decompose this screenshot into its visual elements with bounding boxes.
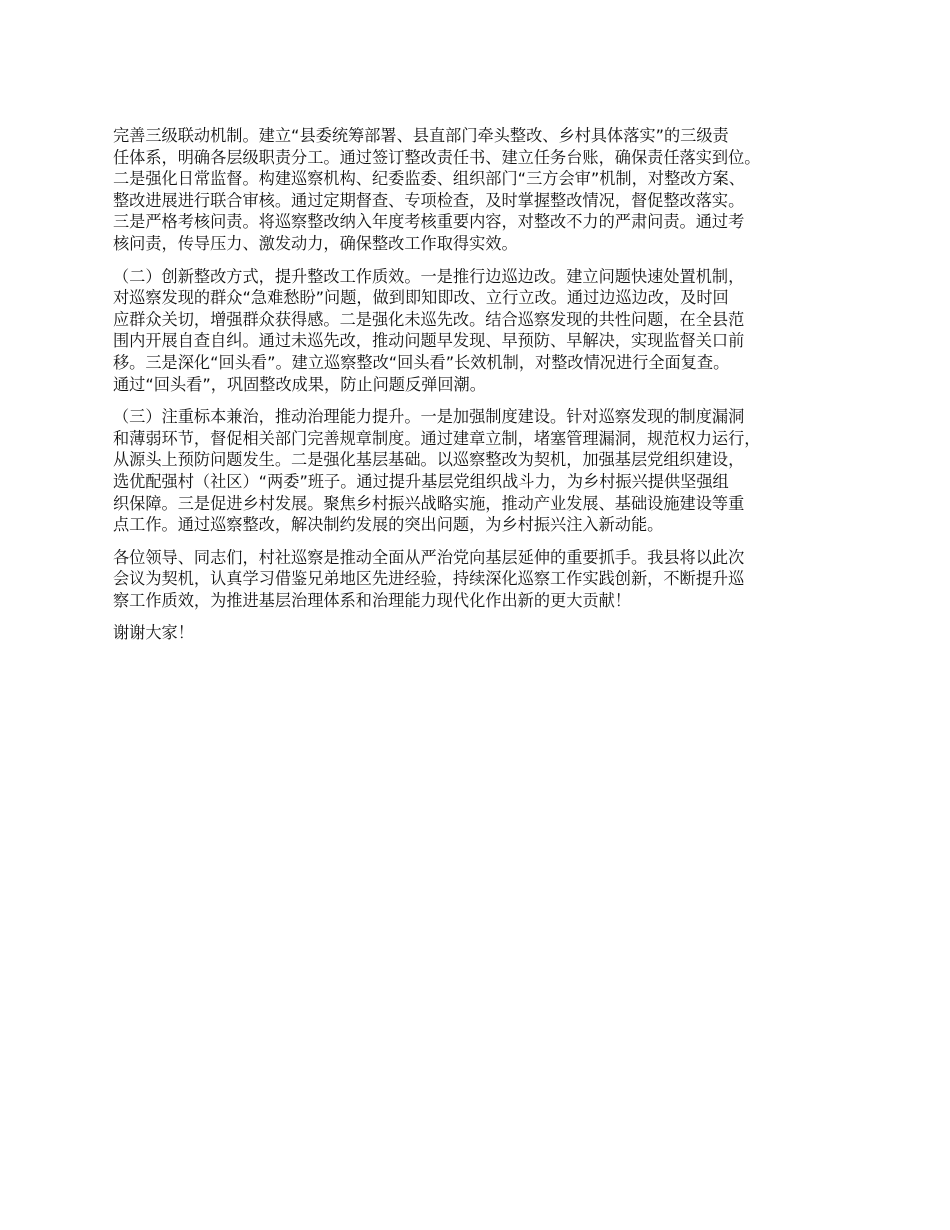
text-line: 各位领导、同志们，村社巡察是推动全面从严治党向基层延伸的重要抓手。我县将以此次 bbox=[113, 547, 745, 567]
text-line: 从源头上预防问题发生。二是强化基层基础。以巡察整改为契机，加强基层党组织建设， bbox=[113, 450, 745, 470]
paragraph-thanks bbox=[113, 622, 858, 644]
paragraph-section-two bbox=[113, 266, 858, 396]
text-line: （二）创新整改方式，提升整改工作质效。一是推行边巡边改。建立问题快速处置机制， bbox=[113, 266, 745, 286]
text-line: 织保障。三是促进乡村发展。聚焦乡村振兴战略实施，推动产业发展、基础设施建设等重 bbox=[113, 493, 745, 513]
text-line: 谢谢大家！ bbox=[113, 623, 194, 643]
text-line: 整改进展进行联合审核。通过定期督查、专项检查，及时掌握整改情况，督促整改落实。 bbox=[113, 190, 745, 210]
text-line: 点工作。通过巡察整改，解决制约发展的突出问题，为乡村振兴注入新动能。 bbox=[113, 515, 664, 535]
text-line: 三是严格考核问责。将巡察整改纳入年度考核重要内容，对整改不力的严肃问责。通过考 bbox=[113, 212, 745, 232]
paragraph-section-three bbox=[113, 406, 858, 536]
text-line: 完善三级联动机制。建立“县委统筹部署、县直部门牵头整改、乡村具体落实”的三级责 bbox=[113, 126, 729, 145]
paragraph-responsibility bbox=[113, 125, 858, 255]
text-line: 通过“回头看”，巩固整改成果，防止问题反弹回潮。 bbox=[113, 374, 486, 394]
document-body bbox=[113, 125, 858, 655]
text-line: 会议为契机，认真学习借鉴兄弟地区先进经验，持续深化巡察工作实践创新，不断提升巡 bbox=[113, 569, 745, 589]
text-line: 围内开展自查自纠。通过未巡先改，推动问题早发现、早预防、早解决，实现监督关口前 bbox=[113, 331, 745, 351]
text-line: （三）注重标本兼治，推动治理能力提升。一是加强制度建设。针对巡察发现的制度漏洞 bbox=[113, 407, 745, 427]
text-line: 察工作质效，为推进基层治理体系和治理能力现代化作出新的更大贡献！ bbox=[113, 590, 631, 610]
text-line: 和薄弱环节，督促相关部门完善规章制度。通过建章立制，堵塞管理漏洞，规范权力运行， bbox=[113, 428, 761, 448]
text-line: 对巡察发现的群众“急难愁盼”问题，做到即知即改、立行立改。通过边巡边改，及时回 bbox=[113, 288, 729, 308]
paragraph-closing bbox=[113, 547, 858, 612]
text-line: 应群众关切，增强群众获得感。二是强化未巡先改。结合巡察发现的共性问题，在全县范 bbox=[113, 309, 745, 329]
text-line: 二是强化日常监督。构建巡察机构、纪委监委、组织部门“三方会审”机制，对整改方案、 bbox=[113, 169, 745, 189]
text-line: 任体系，明确各层级职责分工。通过签订整改责任书、建立任务台账，确保责任落实到位。 bbox=[113, 147, 761, 167]
text-line: 核问责，传导压力、激发动力，确保整改工作取得实效。 bbox=[113, 233, 518, 253]
text-line: 移。三是深化“回头看”。建立巡察整改“回头看”长效机制，对整改情况进行全面复查。 bbox=[113, 352, 730, 372]
text-line: 选优配强村（社区）“两委”班子。通过提升基层党组织战斗力，为乡村振兴提供坚强组 bbox=[113, 471, 729, 491]
